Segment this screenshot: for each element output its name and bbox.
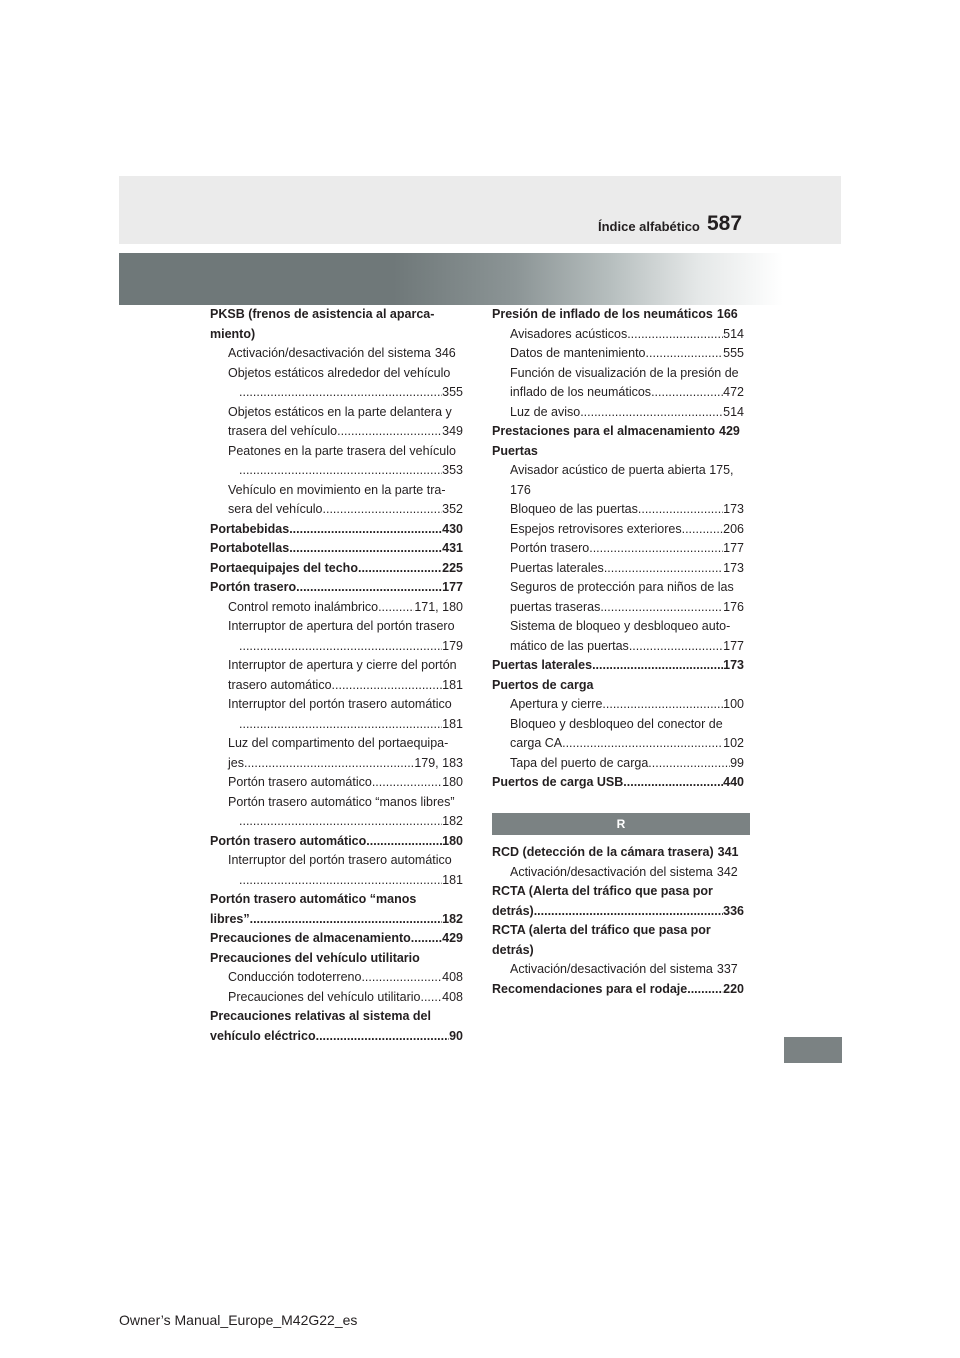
entry-text: Luz de aviso bbox=[510, 404, 581, 419]
entry-text: carga CA bbox=[510, 736, 563, 750]
entry-text: Portón trasero automático “manos libres” bbox=[228, 794, 455, 809]
index-entry bbox=[492, 921, 744, 960]
page-ref: 225 bbox=[442, 560, 463, 575]
entry-line bbox=[492, 902, 744, 922]
section-letter-r: R bbox=[492, 813, 750, 835]
entry-text: puertas traseras bbox=[510, 599, 601, 614]
page-ref: 430 bbox=[442, 521, 463, 536]
entry-text: jes bbox=[228, 755, 244, 770]
page-ref: 173 bbox=[723, 502, 744, 516]
entry-line bbox=[228, 364, 463, 384]
index-entry bbox=[492, 422, 744, 442]
entry-text: Interruptor de apertura del portón trasero bbox=[228, 619, 455, 633]
entry-line bbox=[492, 921, 744, 941]
entry-line bbox=[510, 403, 744, 423]
entry-line bbox=[510, 598, 744, 618]
page-ref: 514 bbox=[723, 404, 744, 419]
entry-text: trasera del vehículo bbox=[228, 424, 338, 438]
entry-text: trasero automático bbox=[228, 677, 332, 692]
dot-leader bbox=[420, 988, 442, 1008]
page-ref: 90 bbox=[449, 1028, 463, 1043]
page-ref: 182 bbox=[442, 814, 463, 828]
entry-text: miento) bbox=[210, 326, 256, 341]
entry-text: Prestaciones para el almacenamiento bbox=[492, 424, 716, 438]
entry-line bbox=[228, 754, 463, 774]
entry-text: Precauciones del vehículo utilitario bbox=[228, 989, 421, 1004]
chapter-tab bbox=[784, 1037, 842, 1063]
entry-text: sera del vehículo bbox=[228, 502, 323, 516]
dot-leader bbox=[682, 520, 724, 540]
index-subentry bbox=[210, 695, 463, 734]
index-subentry bbox=[492, 695, 744, 715]
entry-line bbox=[210, 578, 463, 598]
entry-text: RCD (detección de la cámara trasera) bbox=[492, 845, 714, 859]
page-ref: 555 bbox=[723, 346, 744, 360]
dot-leader bbox=[337, 422, 442, 442]
index-entry bbox=[210, 520, 463, 540]
entry-text: Función de visualización de la presión de bbox=[510, 365, 739, 380]
dot-leader bbox=[627, 325, 723, 345]
entry-line bbox=[492, 941, 744, 961]
entry-line bbox=[492, 843, 744, 863]
dot-leader bbox=[687, 980, 723, 1000]
index-entry bbox=[210, 559, 463, 579]
index-subentry bbox=[492, 960, 744, 980]
dot-leader bbox=[629, 637, 723, 657]
dot-leader bbox=[638, 500, 723, 520]
entry-text: Puertos de carga bbox=[492, 677, 594, 692]
dot-leader bbox=[332, 676, 443, 696]
page-ref: 355 bbox=[442, 385, 463, 399]
entry-text: Bloqueo y desbloqueo del conector de bbox=[510, 716, 723, 731]
entry-text: Presión de inflado de los neumáticos bbox=[492, 307, 713, 321]
entry-text: Puertas laterales bbox=[492, 658, 593, 672]
page-ref: 177 bbox=[442, 580, 463, 594]
index-subentry bbox=[210, 617, 463, 656]
entry-line bbox=[228, 793, 463, 813]
index-entry bbox=[492, 676, 744, 696]
dot-leader bbox=[239, 715, 442, 735]
entry-line bbox=[239, 637, 463, 657]
dot-leader bbox=[289, 520, 442, 540]
entry-line bbox=[239, 383, 463, 403]
page-ref: 514 bbox=[723, 326, 744, 341]
index-subentry bbox=[210, 403, 463, 442]
entry-line bbox=[510, 578, 744, 598]
dot-leader bbox=[589, 539, 723, 559]
index-subentry bbox=[492, 754, 744, 774]
section-title: Índice alfabético bbox=[598, 219, 700, 234]
entry-line bbox=[228, 617, 463, 637]
entry-text: Precauciones de almacenamiento bbox=[210, 931, 411, 945]
page-ref: 100 bbox=[723, 697, 744, 711]
page-ref: 342 bbox=[716, 864, 738, 879]
page-ref: 171, 180 bbox=[414, 599, 463, 614]
entry-text: libres” bbox=[210, 911, 250, 926]
page-ref: 180 bbox=[442, 833, 463, 848]
page-ref: 429 bbox=[719, 424, 740, 438]
index-subentry bbox=[210, 851, 463, 890]
page-ref: 353 bbox=[442, 463, 463, 477]
entry-line bbox=[210, 1027, 463, 1047]
entry-text: Puertas laterales bbox=[510, 560, 604, 575]
entry-line bbox=[510, 344, 744, 364]
entry-text: Interruptor del portón trasero automático bbox=[228, 697, 452, 711]
index-section-r bbox=[492, 843, 744, 999]
index-entry bbox=[210, 929, 463, 949]
dot-leader bbox=[580, 403, 723, 423]
index-entry bbox=[492, 773, 744, 793]
index-subentry bbox=[492, 325, 744, 345]
entry-line bbox=[492, 676, 744, 696]
index-entry bbox=[210, 578, 463, 598]
entry-text: vehículo eléctrico bbox=[210, 1028, 316, 1043]
entry-line bbox=[210, 832, 463, 852]
index-subentry bbox=[210, 734, 463, 773]
dot-leader bbox=[623, 773, 723, 793]
index-subentry bbox=[492, 863, 744, 883]
dot-leader bbox=[366, 832, 442, 852]
page-ref: 166 bbox=[716, 307, 738, 321]
page-ref: 173 bbox=[723, 560, 744, 575]
dot-leader bbox=[602, 695, 723, 715]
entry-text: Luz del compartimento del portaequipa- bbox=[228, 736, 449, 750]
entry-line bbox=[228, 734, 463, 754]
entry-text: mático de las puertas bbox=[510, 638, 629, 653]
entry-text: Espejos retrovisores exteriores bbox=[510, 521, 682, 536]
index-entry bbox=[210, 890, 463, 929]
dot-leader bbox=[239, 383, 442, 403]
entry-text: Interruptor del portón trasero automático bbox=[228, 853, 452, 867]
entry-line bbox=[228, 442, 463, 462]
entry-line bbox=[510, 960, 744, 980]
page-ref: 341 bbox=[717, 845, 739, 859]
entry-line bbox=[239, 871, 463, 891]
page-ref: 177 bbox=[723, 638, 744, 653]
entry-line bbox=[228, 481, 463, 501]
entry-line bbox=[239, 812, 463, 832]
entry-line bbox=[239, 461, 463, 481]
dot-leader bbox=[289, 539, 442, 559]
page-ref: 346 bbox=[434, 346, 456, 360]
page-ref: 180 bbox=[442, 775, 463, 789]
entry-line bbox=[228, 598, 463, 618]
entry-line bbox=[510, 754, 744, 774]
index-column-left bbox=[210, 305, 463, 1046]
entry-line bbox=[239, 715, 463, 735]
entry-line bbox=[228, 344, 463, 364]
entry-text: Portón trasero automático bbox=[210, 833, 367, 848]
entry-text: Portón trasero bbox=[210, 580, 297, 594]
entry-text: Activación/desactivación del sistema bbox=[228, 346, 431, 360]
entry-line bbox=[492, 980, 744, 1000]
entry-line bbox=[510, 617, 744, 637]
dot-leader bbox=[411, 929, 442, 949]
entry-text: Portón trasero bbox=[510, 541, 590, 555]
entry-line bbox=[228, 403, 463, 423]
index-entry bbox=[210, 832, 463, 852]
index-entry bbox=[210, 1007, 463, 1046]
entry-text: Avisador acústico de puerta abierta 175, bbox=[510, 463, 734, 477]
header-gradient-band bbox=[119, 253, 841, 305]
dot-leader bbox=[378, 598, 414, 618]
index-entry bbox=[492, 882, 744, 921]
entry-line bbox=[228, 988, 463, 1008]
entry-text: Activación/desactivación del sistema bbox=[510, 864, 713, 879]
dot-leader bbox=[296, 578, 442, 598]
entry-line bbox=[492, 305, 744, 325]
page-ref: 336 bbox=[723, 903, 744, 918]
dot-leader bbox=[358, 559, 442, 579]
entry-text: Activación/desactivación del sistema bbox=[510, 962, 713, 976]
index-subentry bbox=[210, 968, 463, 988]
dot-leader bbox=[239, 461, 442, 481]
dot-leader bbox=[323, 500, 443, 520]
entry-text: Tapa del puerto de carga bbox=[510, 755, 649, 770]
dot-leader bbox=[648, 754, 730, 774]
dot-leader bbox=[239, 812, 442, 832]
page-ref: 181 bbox=[442, 872, 463, 887]
page-ref: 173 bbox=[723, 658, 744, 672]
dot-leader bbox=[244, 754, 414, 774]
entry-line bbox=[492, 656, 744, 676]
entry-line bbox=[210, 929, 463, 949]
entry-text: Interruptor de apertura y cierre del portón bbox=[228, 658, 457, 672]
entry-line bbox=[510, 734, 744, 754]
entry-line bbox=[210, 890, 463, 910]
page-ref: 352 bbox=[442, 502, 463, 516]
dot-leader bbox=[250, 910, 443, 930]
entry-line bbox=[510, 715, 744, 735]
entry-line bbox=[228, 968, 463, 988]
entry-text: Apertura y cierre bbox=[510, 697, 603, 711]
index-subentry bbox=[492, 344, 744, 364]
index-entry bbox=[492, 980, 744, 1000]
page-ref: 472 bbox=[723, 385, 744, 399]
dot-leader bbox=[604, 559, 723, 579]
index-subentry bbox=[492, 559, 744, 579]
entry-text: detrás) bbox=[492, 942, 534, 957]
entry-line bbox=[510, 500, 744, 520]
page-ref: 181 bbox=[442, 716, 463, 731]
entry-line bbox=[492, 773, 744, 793]
entry-line bbox=[228, 676, 463, 696]
page-ref: 179, 183 bbox=[414, 755, 463, 770]
entry-text: Bloqueo de las puertas bbox=[510, 502, 638, 516]
entry-text: Vehículo en movimiento en la parte tra- bbox=[228, 482, 446, 497]
dot-leader bbox=[316, 1027, 449, 1047]
index-column-right bbox=[492, 305, 744, 793]
entry-text: Puertas bbox=[492, 443, 538, 458]
page-ref: 177 bbox=[723, 541, 744, 555]
entry-line bbox=[510, 637, 744, 657]
entry-text: Avisadores acústicos bbox=[510, 326, 628, 341]
dot-leader bbox=[239, 871, 442, 891]
dot-leader bbox=[372, 773, 442, 793]
index-subentry bbox=[492, 578, 744, 617]
index-subentry bbox=[492, 715, 744, 754]
index-subentry bbox=[210, 481, 463, 520]
entry-text: Portabotellas bbox=[210, 541, 290, 555]
index-subentry bbox=[210, 793, 463, 832]
index-subentry bbox=[210, 656, 463, 695]
index-subentry bbox=[492, 617, 744, 656]
index-subentry bbox=[492, 500, 744, 520]
dot-leader bbox=[562, 734, 723, 754]
entry-text: Datos de mantenimiento bbox=[510, 346, 646, 360]
entry-line bbox=[228, 500, 463, 520]
index-subentry bbox=[492, 403, 744, 423]
index-subentry bbox=[210, 364, 463, 403]
page-ref: 220 bbox=[723, 981, 744, 996]
entry-line bbox=[210, 1007, 463, 1027]
entry-line bbox=[510, 559, 744, 579]
dot-leader bbox=[651, 383, 723, 403]
dot-leader bbox=[361, 968, 442, 988]
entry-text: inflado de los neumáticos bbox=[510, 385, 652, 399]
entry-line bbox=[510, 539, 744, 559]
entry-text: Portabebidas bbox=[210, 521, 290, 536]
index-entry bbox=[210, 305, 463, 344]
entry-line bbox=[210, 520, 463, 540]
entry-line bbox=[228, 422, 463, 442]
page-ref: 99 bbox=[730, 755, 744, 770]
page-ref: 408 bbox=[442, 989, 463, 1004]
entry-text: 176 bbox=[510, 482, 531, 497]
index-subentry bbox=[210, 598, 463, 618]
page-ref: 431 bbox=[442, 541, 463, 555]
index-subentry bbox=[492, 461, 744, 500]
entry-text: Portaequipajes del techo bbox=[210, 560, 358, 575]
entry-text: Objetos estáticos alrededor del vehículo bbox=[228, 365, 451, 380]
entry-line bbox=[228, 656, 463, 676]
index-subentry bbox=[210, 988, 463, 1008]
index-entry bbox=[492, 843, 744, 863]
entry-line bbox=[492, 882, 744, 902]
entry-line bbox=[228, 773, 463, 793]
entry-line bbox=[228, 695, 463, 715]
page-ref: 182 bbox=[442, 911, 463, 926]
entry-line bbox=[510, 863, 744, 883]
page-ref: 176 bbox=[723, 599, 744, 614]
page-ref: 408 bbox=[442, 970, 463, 984]
page-ref: 206 bbox=[723, 521, 744, 536]
entry-text: Recomendaciones para el rodaje bbox=[492, 981, 688, 996]
entry-line bbox=[210, 325, 463, 345]
entry-line bbox=[510, 520, 744, 540]
entry-text: Portón trasero automático bbox=[228, 775, 372, 789]
entry-text: RCTA (Alerta del tráfico que pasa por bbox=[492, 884, 713, 898]
entry-text: Control remoto inalámbrico bbox=[228, 599, 379, 614]
index-entry bbox=[492, 305, 744, 325]
entry-line bbox=[492, 422, 744, 442]
entry-text: Precauciones relativas al sistema del bbox=[210, 1009, 431, 1023]
page-number: 587 bbox=[707, 212, 743, 235]
index-subentry bbox=[492, 364, 744, 403]
entry-text: detrás) bbox=[492, 903, 534, 918]
entry-text: Precauciones del vehículo utilitario bbox=[210, 950, 420, 965]
entry-line bbox=[210, 539, 463, 559]
entry-text: Peatones en la parte trasera del vehículo bbox=[228, 443, 456, 458]
entry-line bbox=[210, 559, 463, 579]
index-entry bbox=[492, 656, 744, 676]
index-entry bbox=[210, 949, 463, 969]
dot-leader bbox=[239, 637, 442, 657]
entry-line bbox=[510, 325, 744, 345]
entry-text: PKSB (frenos de asistencia al aparca- bbox=[210, 307, 435, 321]
entry-line bbox=[210, 949, 463, 969]
footer-manual-id: Owner’s Manual_Europe_M42G22_es bbox=[119, 1312, 358, 1328]
page-ref: 440 bbox=[723, 775, 744, 789]
entry-text: RCTA (alerta del tráfico que pasa por bbox=[492, 923, 711, 937]
entry-line bbox=[210, 305, 463, 325]
entry-line bbox=[492, 442, 744, 462]
page-ref: 102 bbox=[723, 736, 744, 750]
entry-text: Objetos estáticos en la parte delantera y bbox=[228, 404, 452, 419]
entry-line bbox=[510, 481, 744, 501]
entry-line bbox=[228, 851, 463, 871]
index-subentry bbox=[492, 520, 744, 540]
index-entry bbox=[492, 442, 744, 462]
entry-text: Conducción todoterreno bbox=[228, 970, 362, 984]
entry-text: Seguros de protección para niños de las bbox=[510, 580, 734, 594]
dot-leader bbox=[592, 656, 723, 676]
index-entry bbox=[210, 539, 463, 559]
entry-line bbox=[510, 695, 744, 715]
page-ref: 429 bbox=[442, 931, 463, 945]
entry-line bbox=[510, 364, 744, 384]
page-ref: 179 bbox=[442, 638, 463, 653]
index-subentry bbox=[492, 539, 744, 559]
index-subentry bbox=[210, 344, 463, 364]
page-ref: 181 bbox=[442, 677, 463, 692]
dot-leader bbox=[600, 598, 723, 618]
entry-line bbox=[510, 461, 744, 481]
index-subentry bbox=[210, 773, 463, 793]
entry-text: Portón trasero automático “manos bbox=[210, 892, 417, 906]
entry-line bbox=[510, 383, 744, 403]
page-ref: 349 bbox=[442, 424, 463, 438]
page-ref: 337 bbox=[716, 962, 738, 976]
entry-text: Sistema de bloqueo y desbloqueo auto- bbox=[510, 619, 731, 633]
index-subentry bbox=[210, 442, 463, 481]
dot-leader bbox=[534, 902, 723, 922]
dot-leader bbox=[646, 344, 724, 364]
entry-text: Puertos de carga USB bbox=[492, 775, 624, 789]
entry-line bbox=[210, 910, 463, 930]
